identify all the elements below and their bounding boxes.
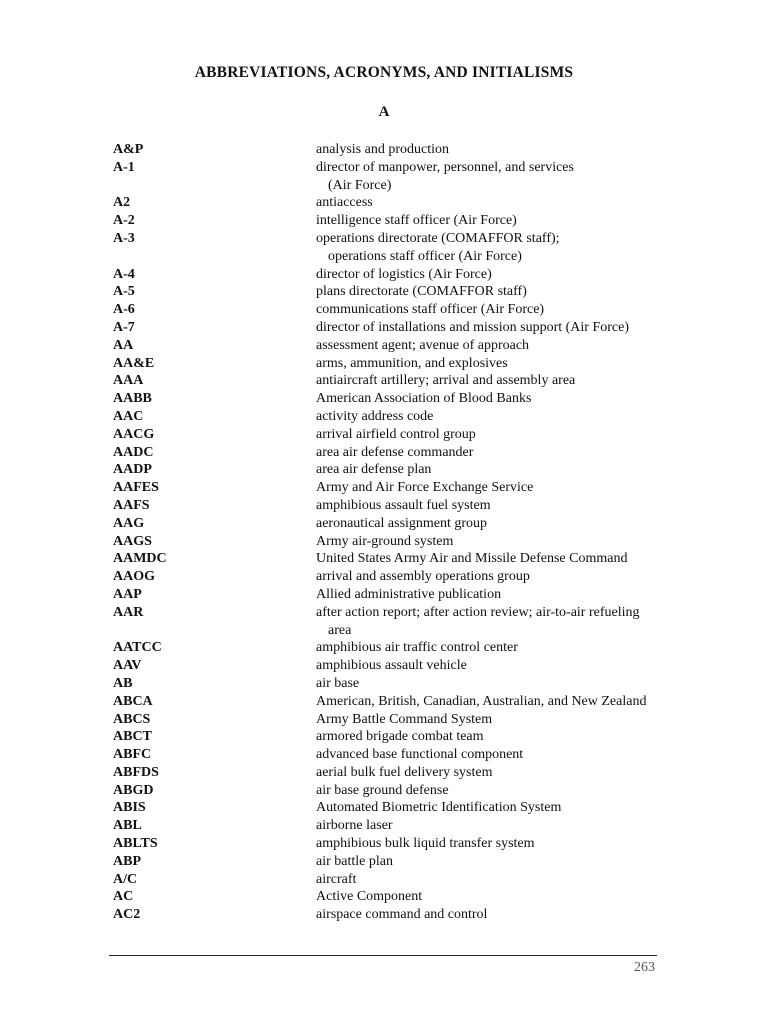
list-item [0,408,768,426]
abbreviation-definition [316,479,661,497]
page-number: 263 [634,960,655,975]
abbreviation-definition [316,728,661,746]
definition-line: American Association of Blood Banks [316,391,532,407]
definition-line: intelligence staff officer (Air Force) [316,213,517,229]
abbreviation-term: AAFES [113,480,159,496]
definition-line: area air defense commander [316,444,474,460]
abbreviation-definition [316,515,661,533]
abbreviation-definition [316,266,661,284]
definition-line: plans directorate (COMAFFOR staff) [316,284,527,300]
list-item [0,550,768,568]
list-item [0,568,768,586]
abbreviation-definition [316,871,661,889]
list-item [0,159,768,195]
abbreviation-term: AB [113,675,133,691]
abbreviation-term: AAMDC [113,551,167,567]
list-item [0,212,768,230]
list-item [0,835,768,853]
list-item [0,853,768,871]
abbreviation-definition [316,301,661,319]
abbreviation-term: ABP [113,853,141,869]
list-item [0,657,768,675]
definition-line: arrival airfield control group [316,426,476,442]
list-item [0,746,768,764]
list-item [0,675,768,693]
abbreviation-definition [316,817,661,835]
abbreviation-definition [316,355,661,373]
abbreviation-definition [316,906,661,924]
abbreviation-term: A2 [113,195,131,211]
definition-line: Army Battle Command System [316,711,493,727]
definition-line: Automated Biometric Identification System [316,800,562,816]
abbreviation-term: ABGD [113,782,154,798]
abbreviation-definition [316,194,661,212]
abbreviation-term: ABLTS [113,836,158,852]
abbreviation-definition [316,390,661,408]
abbreviation-definition [316,283,661,301]
definition-line: Army and Air Force Exchange Service [316,480,534,496]
definition-line: operations directorate (COMAFFOR staff); [316,230,560,246]
abbreviation-term: AAFS [113,497,150,513]
definition-line: after action report; after action review; air-to-air refueling [316,604,640,620]
abbreviation-term: AAP [113,586,142,602]
list-item [0,194,768,212]
abbreviation-term: A-6 [113,302,135,318]
abbreviation-term: AA [113,337,134,353]
abbreviation-definition [316,835,661,853]
abbreviation-definition [316,764,661,782]
abbreviation-term: A-3 [113,230,135,246]
list-item [0,533,768,551]
abbreviation-term: AAG [113,515,145,531]
abbreviation-term: A-1 [113,159,135,175]
abbreviation-term: AATCC [113,640,162,656]
abbreviation-definition [316,497,661,515]
list-item [0,141,768,159]
abbreviation-definition [316,319,661,337]
abbreviation-definition [316,853,661,871]
abbreviation-term: A-2 [113,213,135,229]
abbreviation-term: AABB [113,391,152,407]
list-item [0,799,768,817]
abbreviation-definition [316,372,661,390]
abbreviation-term: AACG [113,426,155,442]
definition-line: aeronautical assignment group [316,515,488,531]
abbreviation-term: AAOG [113,569,155,585]
definition-line: arrival and assembly operations group [316,569,530,585]
list-item [0,355,768,373]
definition-line: aircraft [316,871,357,887]
definition-line: director of manpower, personnel, and services [316,159,574,175]
definition-line: amphibious air traffic control center [316,640,518,656]
definition-line: advanced base functional component [316,747,524,763]
list-item [0,817,768,835]
abbreviation-term: AADC [113,444,154,460]
abbreviation-term: AAV [113,658,142,674]
definition-line: antiaccess [316,195,373,211]
abbreviation-term: ABFC [113,747,152,763]
page-title: ABBREVIATIONS, ACRONYMS, AND INITIALISMS [194,64,574,81]
definition-line: amphibious assault vehicle [316,658,467,674]
list-item [0,604,768,640]
abbreviation-definition [316,586,661,604]
definition-line: armored brigade combat team [316,729,484,745]
definition-line: airspace command and control [316,907,488,923]
list-item [0,461,768,479]
definition-line: amphibious bulk liquid transfer system [316,836,535,852]
footer-rule [109,955,657,956]
definition-continuation-line: (Air Force) [328,177,392,193]
abbreviation-definition [316,746,661,764]
abbreviation-definition [316,888,661,906]
abbreviation-term: ABCS [113,711,151,727]
abbreviation-term: A-4 [113,266,135,282]
definition-line: analysis and production [316,142,449,157]
abbreviation-definition [316,604,661,640]
definition-line: American, British, Canadian, Australian, and New Zealand [316,693,647,709]
abbreviation-definition [316,568,661,586]
definition-line: antiaircraft artillery; arrival and assembly area [316,373,576,389]
definition-line: communications staff officer (Air Force) [316,302,545,318]
definition-line: Active Component [316,889,423,905]
definition-line: activity address code [316,408,434,424]
list-item [0,426,768,444]
definition-line: aerial bulk fuel delivery system [316,764,493,780]
definition-line: area air defense plan [316,462,432,478]
abbreviation-definition [316,337,661,355]
definition-line: amphibious assault fuel system [316,497,491,513]
abbreviation-term: AA&E [113,355,155,371]
definition-line: director of installations and mission support (Air Force) [316,319,629,335]
abbreviation-term: AADP [113,462,152,478]
abbreviation-term: AAR [113,604,144,620]
list-item [0,871,768,889]
abbreviation-term: ABCT [113,729,152,745]
list-item [0,888,768,906]
list-item [0,711,768,729]
abbreviation-definition [316,782,661,800]
abbreviation-definition [316,230,661,266]
abbreviation-term: A/C [113,871,138,887]
definition-line: Allied administrative publication [316,586,502,602]
abbreviation-definition [316,141,661,159]
section-heading: A [378,104,390,120]
list-item [0,283,768,301]
abbreviation-definition [316,408,661,426]
definition-line: arms, ammunition, and explosives [316,355,508,371]
abbreviation-definition [316,693,661,711]
definition-line: airborne laser [316,818,393,834]
list-item [0,390,768,408]
abbreviation-definition [316,212,661,230]
list-item [0,266,768,284]
abbreviation-list [0,141,768,924]
abbreviation-term: AC [113,889,134,905]
definition-line: air base [316,675,360,691]
list-item [0,639,768,657]
list-item [0,444,768,462]
definition-line: director of logistics (Air Force) [316,266,492,282]
list-item [0,497,768,515]
abbreviation-definition [316,799,661,817]
abbreviation-definition [316,657,661,675]
definition-continuation-line: operations staff officer (Air Force) [328,248,522,264]
list-item [0,906,768,924]
definition-line: air battle plan [316,853,393,869]
definition-line: assessment agent; avenue of approach [316,337,530,353]
list-item [0,586,768,604]
list-item [0,479,768,497]
list-item [0,301,768,319]
abbreviation-definition [316,444,661,462]
definition-line: United States Army Air and Missile Defense Command [316,551,628,567]
list-item [0,319,768,337]
abbreviation-term: ABL [113,818,142,834]
abbreviation-term: A-5 [113,284,135,300]
abbreviation-definition [316,426,661,444]
abbreviation-term: AC2 [113,907,141,923]
abbreviation-term: AAA [113,373,144,389]
abbreviation-definition [316,639,661,657]
abbreviation-definition [316,461,661,479]
abbreviation-term: A-7 [113,319,135,335]
abbreviation-term: AAGS [113,533,152,549]
abbreviation-definition [316,159,661,195]
abbreviation-definition [316,711,661,729]
abbreviation-term: A&P [113,142,144,157]
list-item [0,764,768,782]
abbreviation-term: ABFDS [113,764,159,780]
definition-line: air base ground defense [316,782,449,798]
list-item [0,693,768,711]
abbreviation-definition [316,533,661,551]
abbreviation-definition [316,675,661,693]
abbreviation-definition [316,550,661,568]
abbreviation-term: ABCA [113,693,153,709]
abbreviation-term: ABIS [113,800,146,816]
list-item [0,782,768,800]
list-item [0,515,768,533]
definition-line: Army air-ground system [316,533,454,549]
list-item [0,337,768,355]
list-item [0,230,768,266]
list-item [0,372,768,390]
list-item [0,728,768,746]
abbreviation-term: AAC [113,408,144,424]
definition-continuation-line: area [328,622,352,638]
